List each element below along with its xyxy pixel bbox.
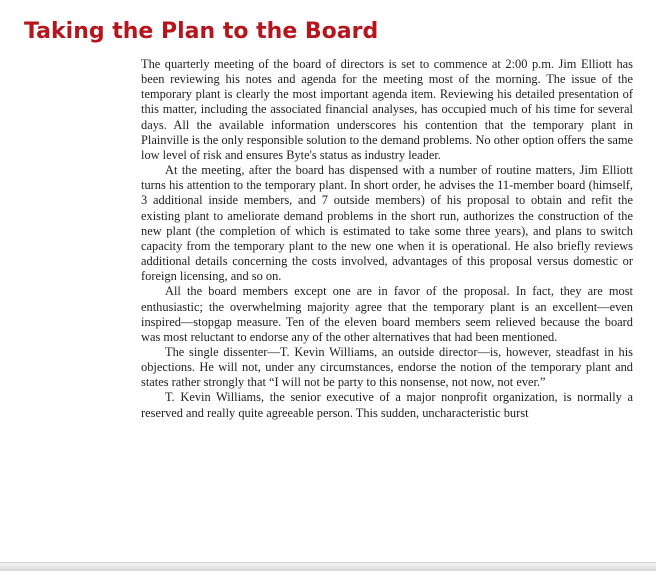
paragraph-2: At the meeting, after the board has dispensed with a number of routine matters, Jim Elliott turns his attention to the temporary plant. In short order, he advises the 11-member board (himself, 3 additional inside members, and 7 outside members) of his proposal to obtain and refit the existing plant to ameliorate demand problems in the short run, authorizes the construction of the new plant (the completion of which is estimated to take some three years), and plans to switch capacity from the temporary plant to the new one when it is operational. He also briefly reviews additional details concerning the costs involved, advantages of this proposal versus domestic or foreign licensing, and so on. (141, 163, 633, 284)
page-bottom-edge (0, 562, 656, 571)
paragraph-1: The quarterly meeting of the board of directors is set to commence at 2:00 p.m. Jim Elliott has been reviewing his notes and agenda for the meeting most of the morning. The issue of the temporary plant is clearly the most important agenda item. Reviewing his detailed presentation of this matter, including the associated financial analyses, has occupied much of his time for several days. All the available information underscores his contention that the temporary plant in Plainville is the only responsible solution to the demand problems. No other option offers the same low level of risk and ensures Byte's status as industry leader. (141, 57, 633, 162)
paragraph-5: T. Kevin Williams, the senior executive of a major nonprofit organization, is normally a reserved and really quite agreeable person. This sudden, uncharacteristic burst (141, 390, 633, 420)
paragraph-4: The single dissenter—T. Kevin Williams, an outside director—is, however, steadfast in his objections. He will not, under any circumstances, endorse the notion of the temporary plant and states rather strongly that “I will not be party to this nonsense, not now, not ever.” (141, 344, 633, 390)
paragraph-3: All the board members except one are in favor of the proposal. In fact, they are most enthusiastic; the overwhelming majority agree that the temporary plant is an excellent—even inspired—stopgap measure. Ten of the eleven board members seem relieved because the board was most reluctant to endorse any of the other alternatives that had been mentioned. (141, 284, 633, 344)
body-text (141, 57, 633, 421)
section-heading: Taking the Plan to the Board (24, 19, 379, 44)
